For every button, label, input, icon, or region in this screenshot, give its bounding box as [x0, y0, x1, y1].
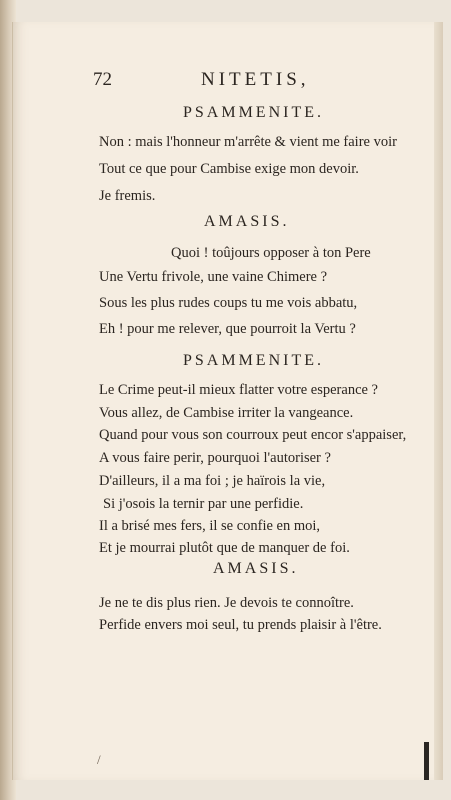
verse-line: Quoi ! toûjours opposer à ton Pere: [171, 245, 371, 261]
running-title: NITETIS,: [201, 69, 310, 90]
speaker-heading: AMASIS.: [204, 213, 290, 230]
verse-line: D'ailleurs, il a ma foi ; je haïrois la vie,: [99, 473, 326, 489]
verse-line: Quand pour vous son courroux peut encor s'appaiser,: [99, 427, 407, 443]
verse-line: Sous les plus rudes coups tu me vois abbatu,: [99, 295, 358, 311]
verse-line: Je ne te dis plus rien. Je devois te connoître.: [99, 595, 354, 611]
verse-line: Le Crime peut-il mieux flatter votre esperance ?: [99, 382, 378, 398]
verse-line: Une Vertu frivole, une vaine Chimere ?: [99, 269, 328, 285]
bookmark-ribbon: [424, 742, 429, 780]
verse-line: Eh ! pour me relever, que pourroit la Vertu ?: [99, 321, 356, 337]
verse-line: Si j'osois la ternir par une perfidie.: [103, 496, 304, 512]
verse-line: Je fremis.: [99, 188, 156, 204]
stray-ink-mark: /: [97, 752, 101, 767]
page-number: 72: [93, 69, 112, 90]
speaker-heading: AMASIS.: [213, 560, 299, 577]
speaker-heading: PSAMMENITE.: [183, 352, 325, 369]
page-header: [93, 69, 343, 95]
verse-line: A vous faire perir, pourquoi l'autoriser ?: [99, 450, 331, 466]
verse-line: Non : mais l'honneur m'arrête & vient me faire voir: [99, 134, 397, 150]
verse-line: Perfide envers moi seul, tu prends plaisir à l'être.: [99, 617, 382, 633]
verse-line: Il a brisé mes fers, il se confie en moi,: [99, 518, 321, 534]
verse-line: Vous allez, de Cambise irriter la vangeance.: [99, 405, 354, 421]
page-edge: [434, 22, 443, 780]
verse-line: Tout ce que pour Cambise exige mon devoir.: [99, 161, 359, 177]
verse-line: Et je mourrai plutôt que de manquer de foi.: [99, 540, 350, 556]
speaker-heading: PSAMMENITE.: [183, 104, 325, 121]
